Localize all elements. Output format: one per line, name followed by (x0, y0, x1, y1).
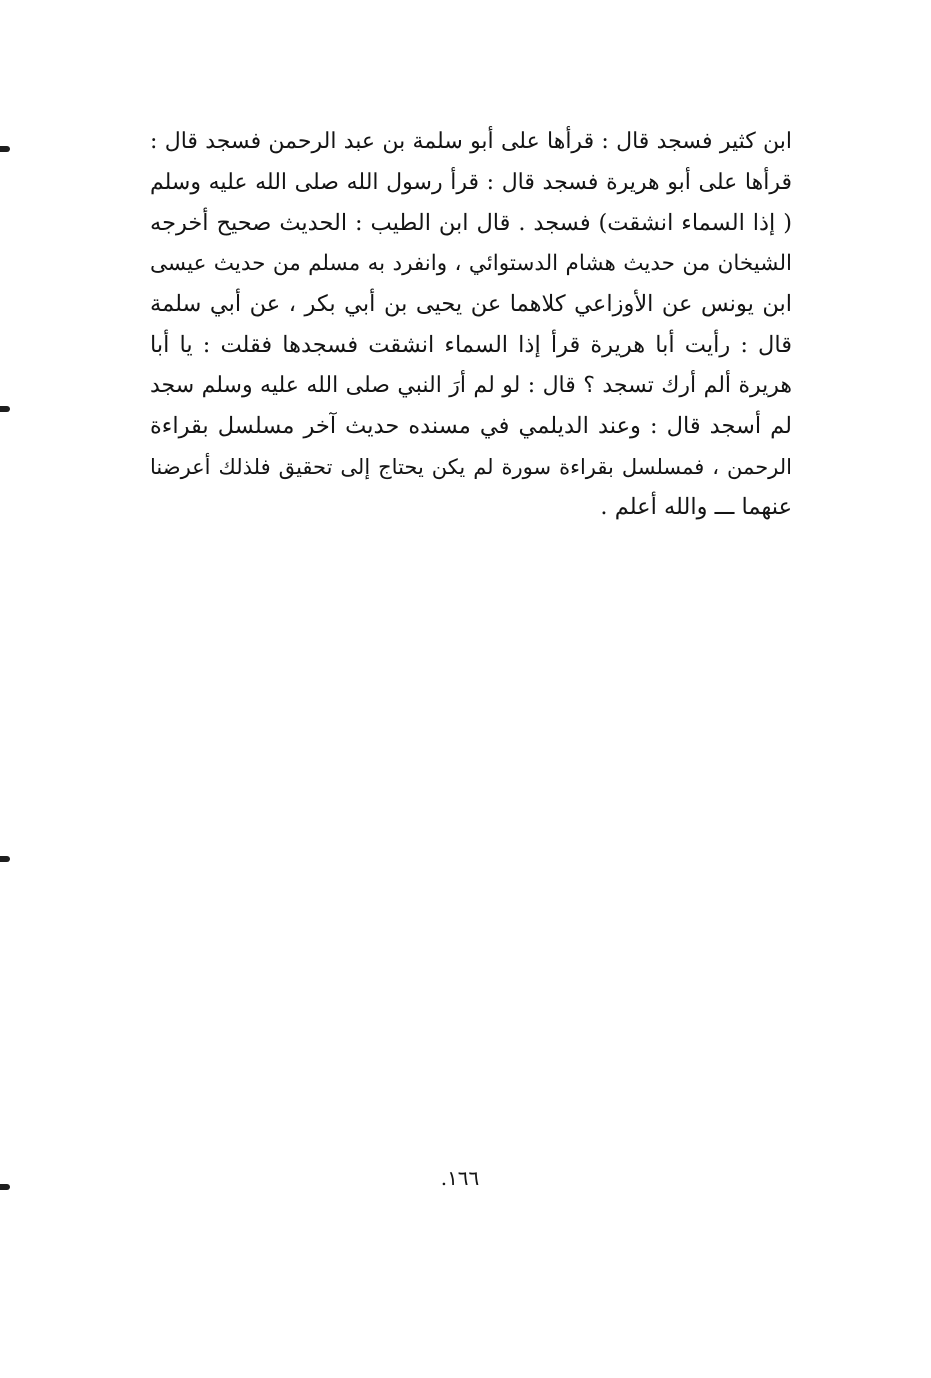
text-line: عنهما ـــ والله أعلم . (600, 494, 792, 521)
text-line: لم أسجد قال : وعند الديلمي في مسنده حديث آخر مسلسل بقراءة (150, 413, 792, 440)
text-line: قال : رأيت أبا هريرة قرأ إذا السماء انشقت فسجدها فقلت : يا أبا (150, 331, 792, 358)
text-line: ابن كثير فسجد قال : قرأها على أبو سلمة بن عبد الرحمن فسجد قال : (150, 129, 792, 154)
binding-mark (0, 146, 10, 152)
binding-mark (0, 406, 10, 412)
text-line: قرأها على أبو هريرة فسجد قال : قرأ رسول الله صلى الله عليه وسلم (150, 169, 792, 195)
page-number: ١٦٦. (440, 1166, 480, 1190)
binding-mark (0, 1184, 10, 1190)
text-line: ابن يونس عن الأوزاعي كلاهما عن يحيى بن أبي بكر ، عن أبي سلمة (150, 291, 792, 318)
text-line: الرحمن ، فمسلسل بقراءة سورة لم يكن يحتاج إلى تحقيق فلذلك أعرضنا (150, 454, 792, 479)
text-line: هريرة ألم أرك تسجد ؟ قال : لو لم أرَ النبي صلى الله عليه وسلم سجد (150, 372, 792, 398)
text-line: الشيخان من حديث هشام الدستوائي ، وانفرد به مسلم من حديث عيسى (150, 250, 792, 276)
binding-mark (0, 856, 10, 862)
body-text (150, 122, 792, 528)
text-line: ( إذا السماء انشقت) فسجد . قال ابن الطيب : الحديث صحيح أخرجه (150, 210, 792, 237)
